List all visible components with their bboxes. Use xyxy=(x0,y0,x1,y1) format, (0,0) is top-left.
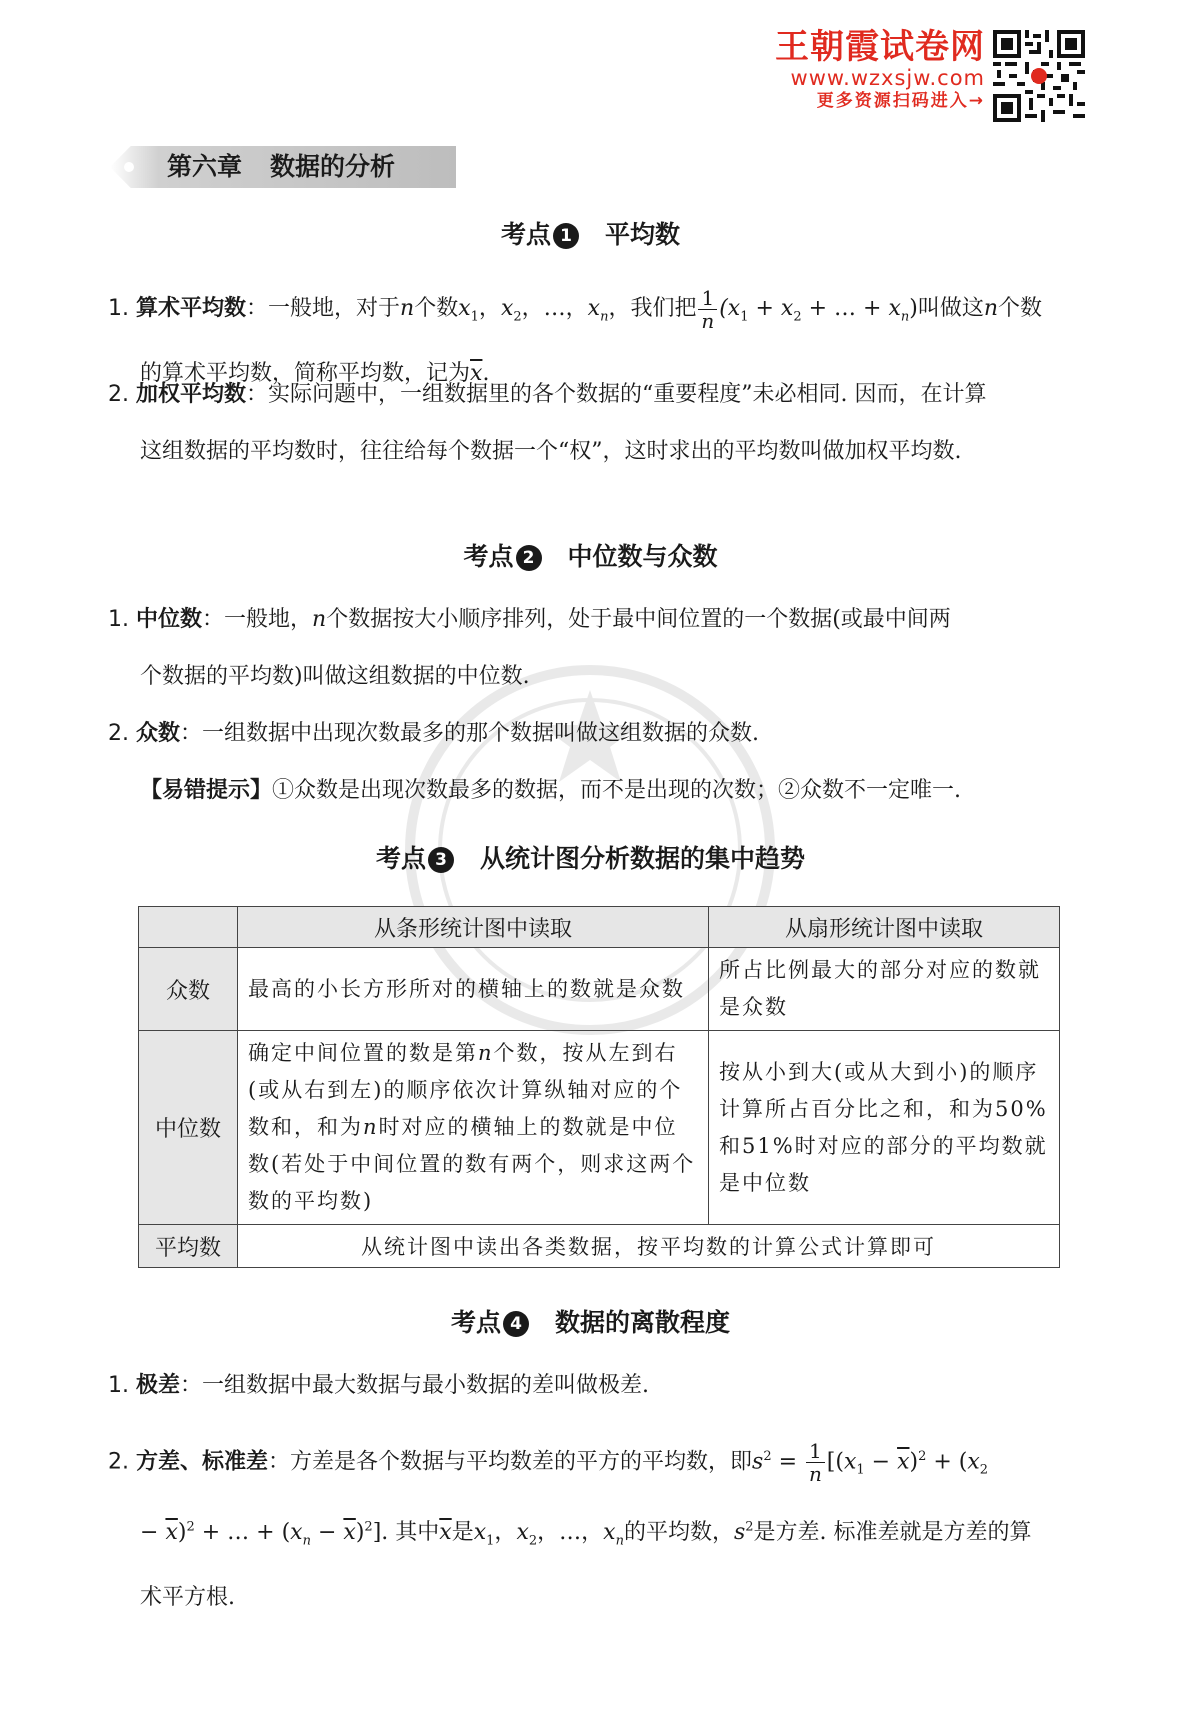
table-row xyxy=(139,948,1060,1031)
item-number: 1. xyxy=(108,296,129,321)
math-x: x xyxy=(500,296,514,321)
table-row-header: 平均数 xyxy=(139,1225,238,1268)
section-name: 平均数 xyxy=(605,220,681,249)
section-title-3 xyxy=(0,842,1181,876)
tip-label: 【易错提示】 xyxy=(140,778,273,803)
comparison-table xyxy=(138,906,1060,1268)
table-col-header: 从扇形统计图中读取 xyxy=(709,907,1060,948)
text: 的算术平均数，简称平均数，记为 xyxy=(140,361,471,387)
term: 中位数 xyxy=(136,607,203,632)
text: ：方差是各个数据与平均数差的平方的平均数，即 xyxy=(268,1449,753,1475)
brand-header xyxy=(775,28,985,112)
qr-code-icon[interactable] xyxy=(993,30,1085,122)
brand-url[interactable]: www.wzxsjw.com xyxy=(790,66,985,90)
math-n: n xyxy=(312,607,327,632)
k4-item-1 xyxy=(108,1357,1068,1414)
k1-item-2 xyxy=(108,366,1068,480)
math-n: n xyxy=(983,296,999,321)
math-s: s xyxy=(733,1520,746,1546)
math-xbar: $\overline{x}$ xyxy=(439,1520,452,1546)
brand-cta: 更多资源扫码进入→ xyxy=(816,91,985,111)
text: 是方差. 标准差就是方差的算 xyxy=(753,1520,1032,1546)
section-title-2 xyxy=(0,540,1181,574)
term: 算术平均数 xyxy=(136,296,247,321)
table-row xyxy=(139,1031,1060,1225)
table-row-header: 中位数 xyxy=(139,1031,238,1225)
table-cell: 按从小到大(或从大到小)的顺序计算所占百分比之和，和为50%和51%时对应的部分的平均数就是中位数 xyxy=(709,1031,1060,1225)
text: ，我们把 xyxy=(608,296,697,321)
k2-item-1 xyxy=(108,591,1068,705)
text: 术平方根. xyxy=(140,1585,235,1611)
section-name: 中位数与众数 xyxy=(567,542,718,571)
item-number: 1. xyxy=(108,1373,129,1398)
term: 加权平均数 xyxy=(136,382,247,407)
math-x: x xyxy=(458,296,471,321)
text: … xyxy=(543,296,566,321)
table-row-header: 众数 xyxy=(139,948,238,1031)
text: . 其中 xyxy=(381,1520,440,1546)
section-name: 数据的离散程度 xyxy=(555,1308,731,1337)
text: ：一般地， xyxy=(202,607,313,632)
text: ， xyxy=(521,296,544,321)
math-x: x xyxy=(587,296,601,321)
text: ， xyxy=(565,296,588,321)
chapter-number: 第六章 xyxy=(167,152,243,181)
section-title-1 xyxy=(0,218,1181,252)
section-label: 考点 xyxy=(375,844,426,873)
table-header-row xyxy=(139,907,1060,948)
k4-item-2: 2. 方差、标准差：方差是各个数据与平均数差的平方的平均数，即$s^2$ = $\frac{1}{n}$ [$(x_1 - \overline{x})^2 + (x_2$ − $\overline{x})^2$ + … + $(x_n - \overline{x})^2$]. 其中$\overline{x}$是$x_1$，$x_2$，…，$x_n$的平均数，$s^2$是方差. 标准差就是方差的算 术平方根. xyxy=(108,1438,1032,1611)
text: 是 xyxy=(451,1520,474,1546)
section-name: 从统计图分析数据的集中趋势 xyxy=(480,844,806,873)
math-s: s xyxy=(752,1449,764,1475)
k1-item-1: 1. 算术平均数：一般地，对于n个数$x_1$，$x_2$，…，$x_n$，我们把 $\frac{1}{n}$ ($x_1 + x_2$ + … + $x_n$)叫做这n个数 的算术平均数，简称平均数，记为$\overline{x}$. xyxy=(108,285,1043,387)
section-label: 考点 xyxy=(450,1308,501,1337)
text: ：实际问题中，一组数据里的各个数据的“重要程度”未必相同. 因而，在计算 xyxy=(246,382,987,407)
section-label: 考点 xyxy=(500,220,551,249)
text: ：一般地，对于 xyxy=(246,296,401,321)
table-cell: 所占比例最大的部分对应的数就是众数 xyxy=(709,948,1060,1031)
text: )叫做这 xyxy=(909,296,984,321)
item-number: 2. xyxy=(108,382,129,407)
section-title-4 xyxy=(0,1306,1181,1340)
table-col-header: 从条形统计图中读取 xyxy=(238,907,709,948)
table-row xyxy=(139,1225,1060,1268)
fraction: $\frac{1}{n}$ xyxy=(698,287,717,332)
text: ：一组数据中出现次数最多的那个数据叫做这组数据的众数. xyxy=(180,721,760,746)
math-n: n xyxy=(478,1041,494,1065)
item-number: 2. xyxy=(108,1449,129,1475)
k2-item-2 xyxy=(108,705,1068,819)
math-n: n xyxy=(363,1115,379,1139)
fraction: $\frac{1}{n}$ xyxy=(806,1440,825,1485)
item-number: 2. xyxy=(108,721,129,746)
term: 方差、标准差 xyxy=(136,1449,269,1475)
table-cell: 最高的小长方形所对的横轴上的数就是众数 xyxy=(238,948,709,1031)
section-number-badge: 3 xyxy=(428,847,454,873)
text: 这组数据的平均数时，往往给每个数据一个“权”，这时求出的平均数叫做加权平均数. xyxy=(140,439,962,464)
text: 的平均数， xyxy=(623,1520,734,1546)
text: 个数据按大小顺序排列，处于最中间位置的一个数据(或最中间两 xyxy=(326,607,951,632)
section-label: 考点 xyxy=(463,542,514,571)
term: 众数 xyxy=(136,721,181,746)
math-xbar: $\overline{x}$ xyxy=(470,361,483,387)
text: ：一组数据中最大数据与最小数据的差叫做极差. xyxy=(180,1373,650,1398)
section-number-badge: 4 xyxy=(503,1311,529,1337)
term: 极差 xyxy=(136,1373,181,1398)
text: 个数据的平均数)叫做这组数据的中位数. xyxy=(140,664,530,689)
section-number-badge: 2 xyxy=(516,545,542,571)
text: 个数 xyxy=(998,296,1043,321)
table-corner xyxy=(139,907,238,948)
chapter-dot-icon xyxy=(124,162,134,172)
text: ， xyxy=(478,296,501,321)
math-n: n xyxy=(400,296,415,321)
brand-name: 王朝霞试卷网 xyxy=(775,27,985,67)
tip-text: ①众数是出现次数最多的数据，而不是出现的次数；②众数不一定唯一. xyxy=(272,778,962,803)
table-cell: 从统计图中读出各类数据，按平均数的计算公式计算即可 xyxy=(238,1225,1060,1268)
chapter-title xyxy=(167,149,395,185)
item-number: 1. xyxy=(108,607,129,632)
section-number-badge: 1 xyxy=(553,223,579,249)
text: 个数 xyxy=(414,296,459,321)
table-cell: 确定中间位置的数是第n个数，按从左到右(或从右到左)的顺序依次计算纵轴对应的个数和，和为n时对应的横轴上的数就是中位数(若处于中间位置的数有两个，则求这两个数的平均数) xyxy=(238,1031,709,1225)
chapter-name: 数据的分析 xyxy=(270,152,396,181)
